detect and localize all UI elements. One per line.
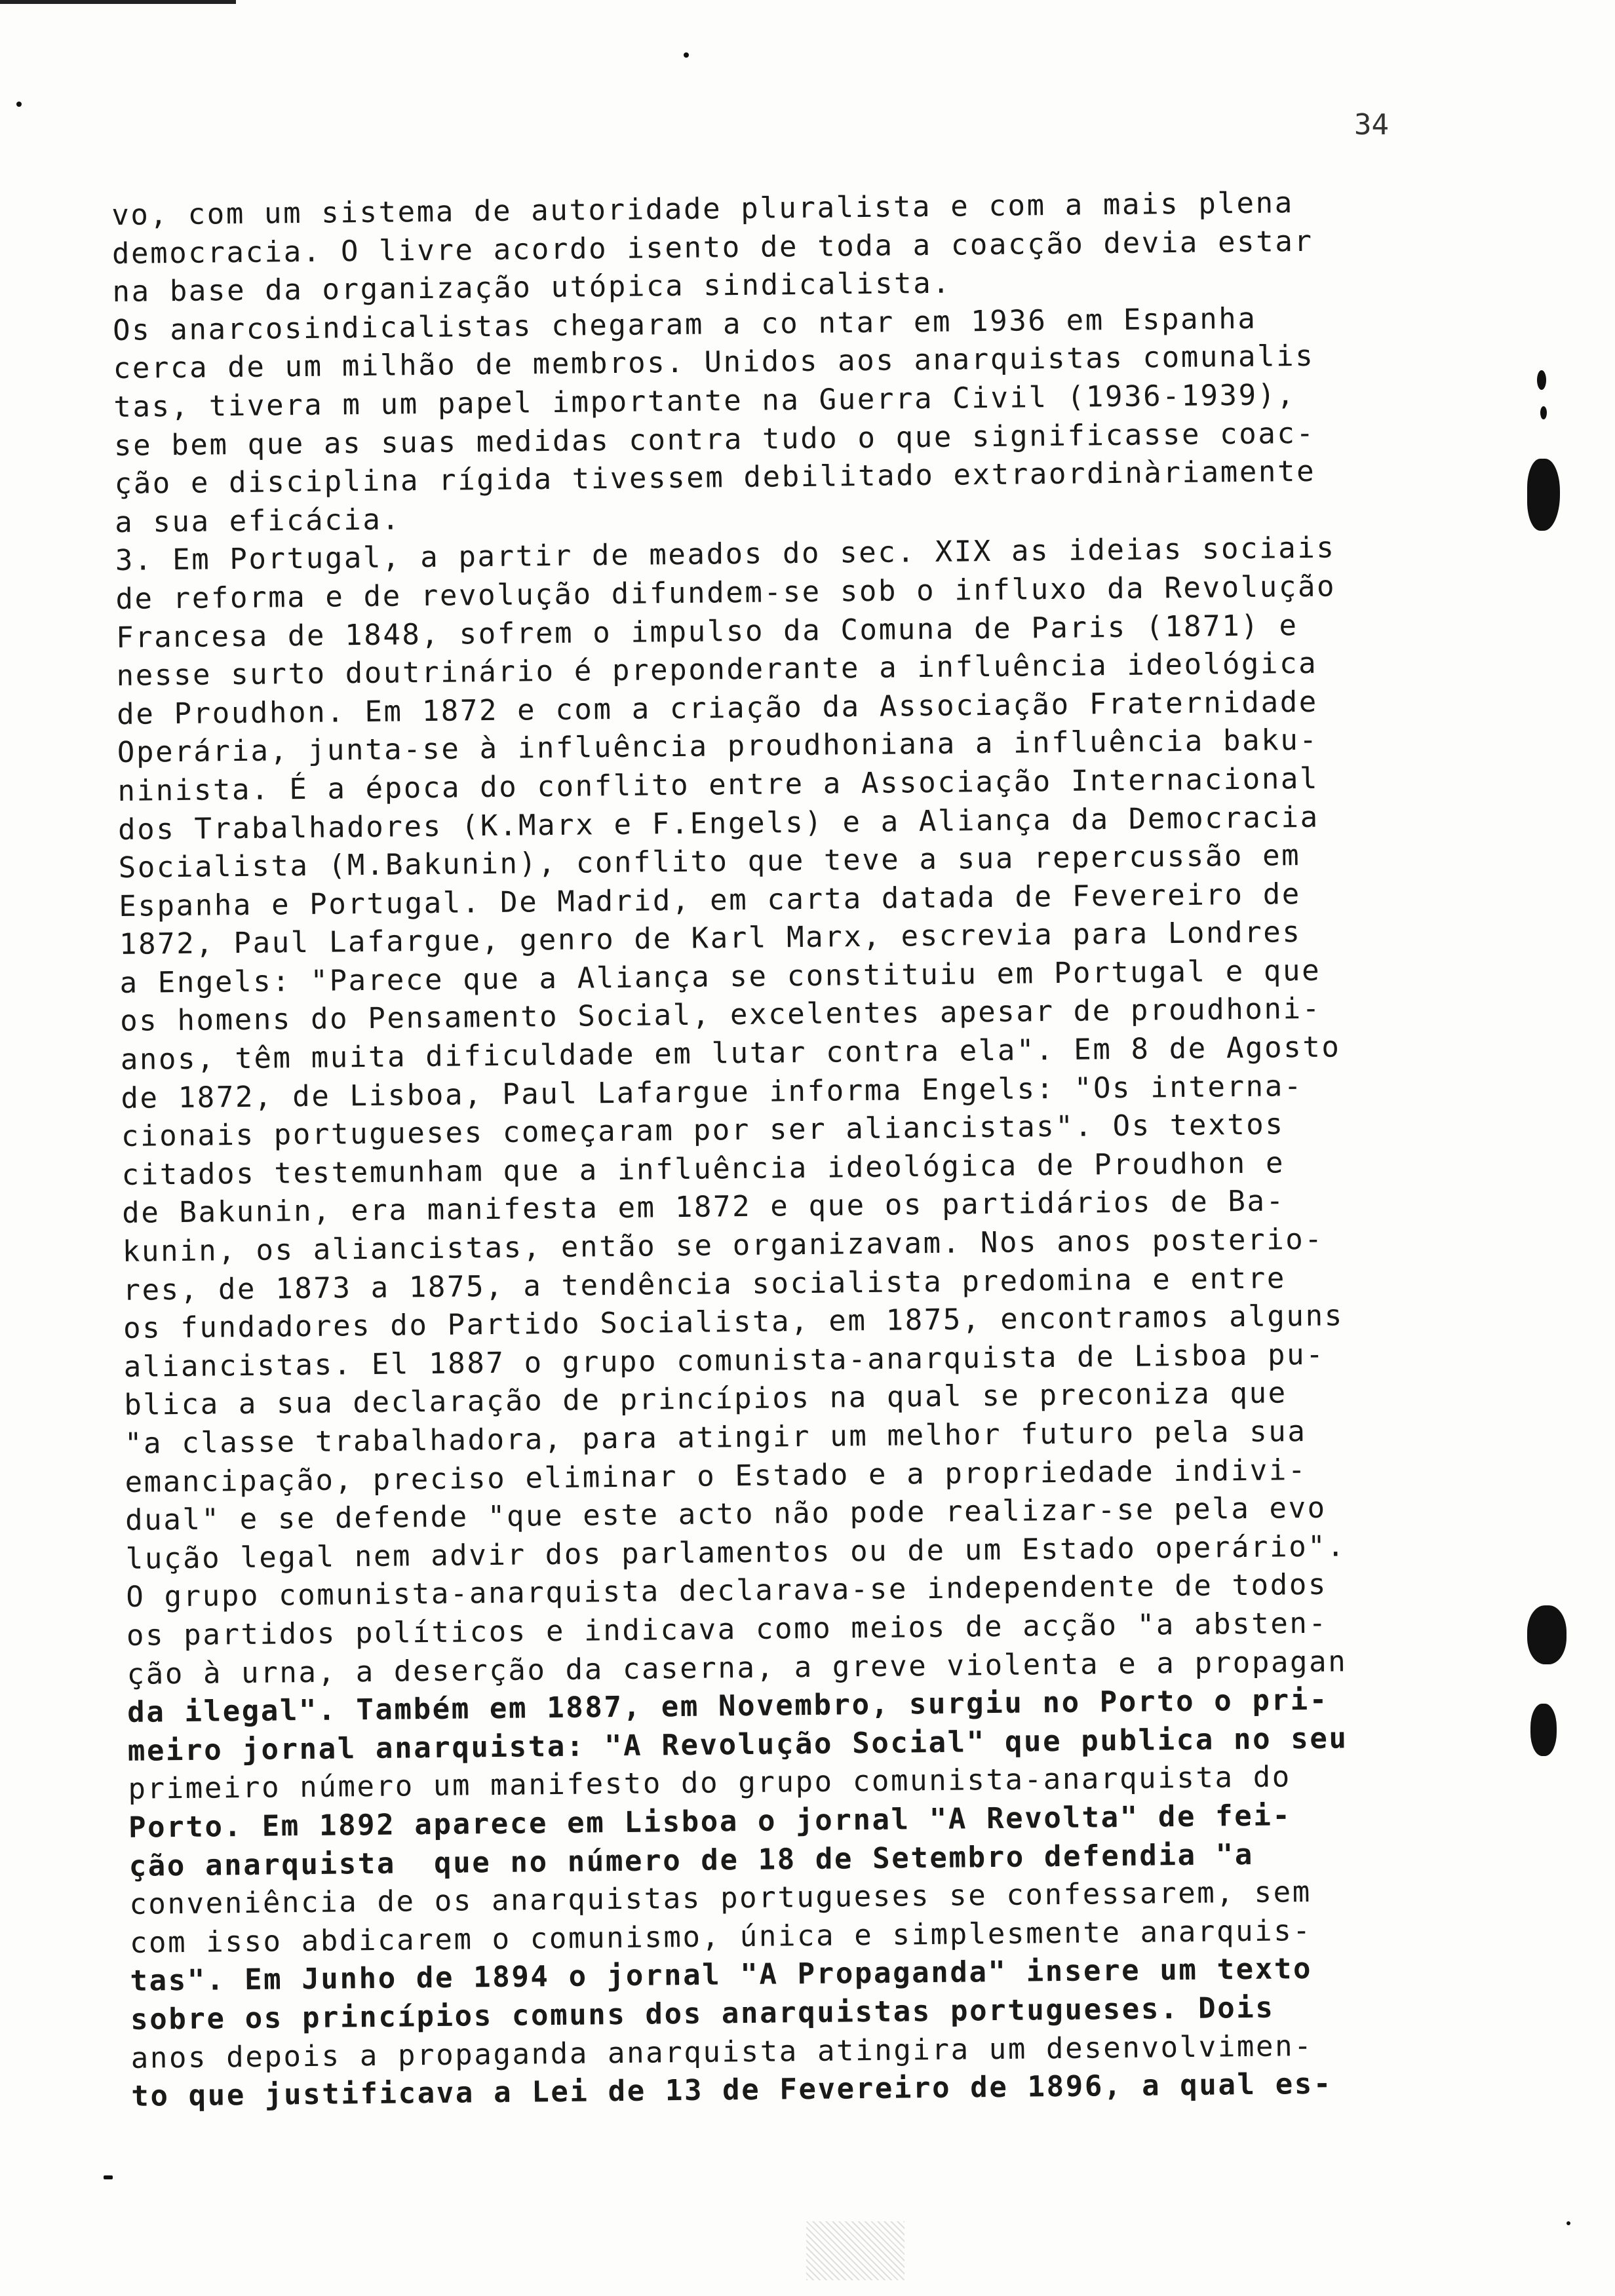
text-line: anos, têm muita dificuldade em lutar contra ela". Em 8 de Agosto	[120, 1030, 1341, 1077]
text-line: Os anarcosindicalistas chegaram a co ntar em 1936 em Espanha	[112, 301, 1257, 347]
text-line: "a classe trabalhadora, para atingir um melhor futuro pela sua	[124, 1415, 1307, 1461]
text-line: citados testemunham que a influência ideológica de Proudhon e	[121, 1146, 1285, 1192]
text-line: dual" e se defende "que este acto não pode realizar-se pela evo	[125, 1491, 1327, 1538]
text-line: Francesa de 1848, sofrem o impulso da Comuna de Paris (1871) e	[115, 608, 1298, 655]
scan-speck	[1540, 406, 1547, 419]
text-line: dos Trabalhadores (K.Marx e F.Engels) e a Aliança da Democracia	[117, 800, 1319, 847]
page-number: 34	[1354, 108, 1389, 142]
text-line: os fundadores do Partido Socialista, em 1875, encontramos alguns	[123, 1299, 1344, 1346]
text-line: Porto. Em 1892 aparece em Lisboa o jornal "A Revolta" de fei-	[128, 1799, 1292, 1845]
text-line: cionais portugueses começaram por ser aliancistas". Os textos	[121, 1107, 1285, 1154]
text-line: da ilegal". Também em 1887, em Novembro, surgiu no Porto o pri-	[126, 1683, 1329, 1730]
scan-speck	[104, 2175, 113, 2179]
top-edge-rule	[0, 0, 236, 4]
text-line: de reforma e de revolução difundem-se sob o influxo da Revolução	[115, 569, 1336, 616]
text-line: res, de 1873 a 1875, a tendência socialista predomina e entre	[123, 1261, 1287, 1307]
text-line: aliancistas. El 1887 o grupo comunista-anarquista de Lisboa pu-	[123, 1337, 1325, 1384]
scan-speck	[16, 102, 22, 107]
text-line: O grupo comunista-anarquista declarava-se independente de todos	[126, 1568, 1328, 1615]
text-line: ção e disciplina rígida tivessem debilitado extraordinàriamente	[114, 454, 1316, 501]
text-line: anos depois a propaganda anarquista atingira um desenvolvimen-	[130, 2029, 1313, 2075]
text-line: de Bakunin, era manifesta em 1872 e que os partidários de Ba-	[121, 1184, 1285, 1231]
text-line: de 1872, de Lisboa, Paul Lafargue informa Engels: "Os interna-	[121, 1069, 1304, 1115]
text-line: conveniência de os anarquistas portugueses se confessarem, sem	[129, 1875, 1312, 1921]
text-line: democracia. O livre acordo isento de toda a coacção devia estar	[111, 224, 1313, 271]
punch-hole-mark	[1527, 459, 1560, 531]
text-line: se bem que as suas medidas contra tudo o que significasse coac-	[113, 416, 1315, 463]
scan-speck	[1537, 370, 1546, 390]
text-line: sobre os princípios comuns dos anarquistas portugueses. Dois	[130, 1991, 1275, 2037]
text-line: ninista. É a época do conflito entre a Associação Internacional	[117, 761, 1319, 808]
text-line: Socialista (M.Bakunin), conflito que teve a sua repercussão em	[118, 839, 1301, 885]
text-line: Operária, junta-se à influência proudhoniana a influência baku-	[117, 723, 1319, 770]
text-line: to que justificava a Lei de 13 de Fevereiro de 1896, a qual es-	[131, 2067, 1333, 2113]
text-line: com isso abdicarem o comunismo, única e simplesmente anarquis-	[129, 1913, 1312, 1960]
text-line: tas". Em Junho de 1894 o jornal "A Propaganda" insere um texto	[130, 1952, 1313, 1999]
text-line: blica a sua declaração de princípios na qual se preconiza que	[124, 1376, 1288, 1423]
text-line: emancipação, preciso eliminar o Estado e a propriedade indivi-	[125, 1453, 1308, 1499]
text-line: 3. Em Portugal, a partir de meados do sec. XIX as ideias sociais	[115, 531, 1336, 578]
text-line: tas, tivera m um papel importante na Guerra Civil (1936-1939),	[113, 378, 1296, 424]
text-line: ção à urna, a deserção da caserna, a greve violenta e a propagan	[126, 1644, 1348, 1691]
text-line: de Proudhon. Em 1872 e com a criação da Associação Fraternidade	[117, 685, 1319, 731]
text-line: ção anarquista que no número de 18 de Setembro defendia "a	[128, 1837, 1255, 1883]
scan-speck	[684, 52, 689, 58]
text-line: nesse surto doutrinário é preponderante a influência ideológica	[116, 646, 1318, 693]
text-line: cerca de um milhão de membros. Unidos aos anarquistas comunalis	[113, 339, 1315, 386]
text-line: 1872, Paul Lafargue, genro de Karl Marx, escrevia para Londres	[119, 915, 1302, 962]
scan-noise	[806, 2221, 905, 2280]
text-line: Espanha e Portugal. De Madrid, em carta datada de Fevereiro de	[119, 877, 1302, 923]
text-line: os homens do Pensamento Social, excelentes apesar de proudhoni-	[119, 992, 1322, 1039]
text-line: a Engels: "Parece que a Aliança se constituiu em Portugal e que	[119, 953, 1321, 1000]
text-line: vo, com um sistema de autoridade pluralista e com a mais plena	[111, 186, 1294, 232]
body-text	[111, 182, 1482, 2116]
punch-hole-mark	[1527, 1605, 1566, 1664]
text-line: kunin, os aliancistas, então se organizavam. Nos anos posterio-	[122, 1222, 1324, 1269]
text-line: meiro jornal anarquista: "A Revolução Social" que publica no seu	[127, 1721, 1348, 1768]
text-line: na base da organização utópica sindicalista.	[112, 266, 952, 309]
text-line: os partidos políticos e indicava como meios de acção "a absten-	[126, 1606, 1328, 1653]
text-line: primeiro número um manifesto do grupo comunista-anarquista do	[128, 1760, 1292, 1807]
punch-hole-mark	[1530, 1704, 1557, 1756]
scan-speck	[1566, 2221, 1570, 2225]
text-line: lução legal nem advir dos parlamentos ou de um Estado operário".	[125, 1529, 1346, 1576]
text-line: a sua eficácia.	[114, 503, 401, 539]
